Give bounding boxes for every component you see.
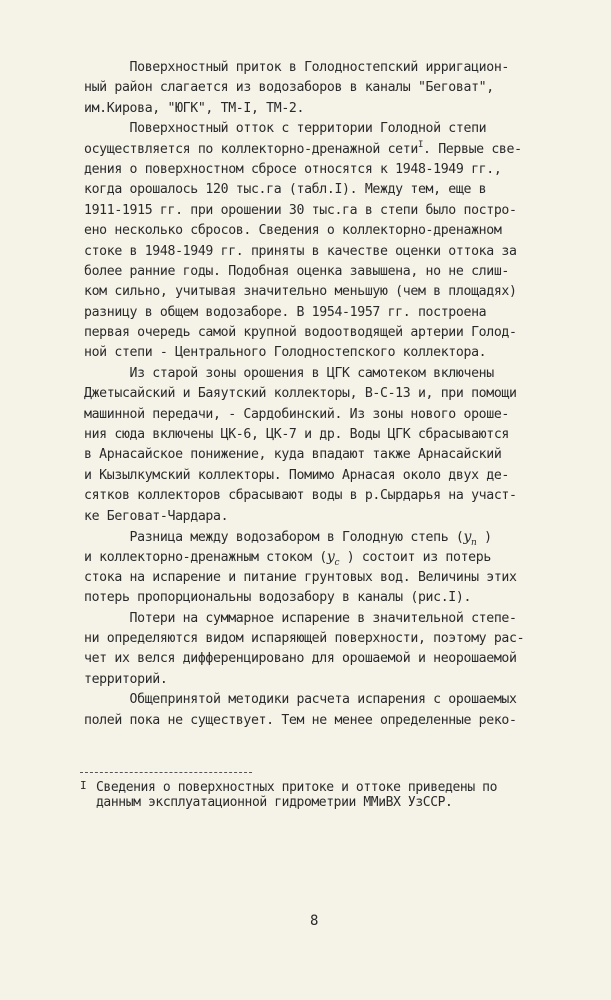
symbol-subscript: п	[471, 537, 477, 548]
text-line: Поверхностный отток с территории Голодной степи	[84, 121, 487, 137]
text-line: более ранние годы. Подобная оценка завышена, но не слиш-	[84, 263, 510, 279]
text-line: ком сильно, учитывая значительно меньшую (чем в площадях)	[84, 284, 517, 300]
text-fragment: ) состоит из потерь	[339, 550, 491, 566]
text-line: ке Беговат-Чардара.	[84, 508, 229, 524]
text-line: 1911-1915 гг. при орошении 30 тыс.га в степи было постро-	[84, 202, 517, 218]
text-line: стоке в 1948-1949 гг. приняты в качестве оценки оттока за	[84, 243, 517, 259]
text-line: полей пока не существует. Тем не менее определенные реко-	[84, 712, 517, 728]
footnote-mark: I	[80, 779, 87, 792]
text-line	[84, 547, 584, 567]
text-fragment: осуществляется по коллекторно-дренажной сети	[84, 141, 418, 157]
text-line: когда орошалось 120 тыс.га (табл.I). Между тем, еще в	[84, 182, 487, 198]
text-line: территорий.	[84, 671, 168, 687]
page-number: 8	[310, 913, 319, 929]
text-line: разницу в общем водозаборе. В 1954-1957 гг. построена	[84, 304, 487, 320]
text-line: Общепринятой методики расчета испарения с орошаемых	[84, 692, 517, 708]
symbol-y-p	[463, 528, 477, 548]
footnote-line: данным эксплуатационной гидрометрии ММиВХ УзССР.	[96, 795, 453, 810]
text-line: и Кызылкумский коллекторы. Помимо Арнасая около двух де-	[84, 467, 510, 483]
symbol-letter: y	[326, 549, 335, 566]
text-line: Потери на суммарное испарение в значительной степе-	[84, 610, 517, 626]
text-fragment: )	[476, 529, 492, 545]
text-line: потерь пропорциональны водозабору в каналы (рис.I).	[84, 590, 472, 606]
symbol-subscript: с	[334, 558, 340, 569]
footnote	[80, 780, 580, 810]
text-line: ный район слагается из водозаборов в каналы "Беговат",	[84, 80, 494, 96]
text-line	[84, 527, 584, 547]
text-fragment: . Первые све-	[423, 141, 522, 157]
text-fragment: и коллекторно-дренажным стоком (	[84, 550, 327, 566]
text-line: Из старой зоны орошения в ЦГК самотеком включены	[84, 365, 494, 381]
text-line: ено несколько сбросов. Сведения о коллекторно-дренажном	[84, 223, 502, 239]
text-line: стока на испарение и питание грунтовых вод. Величины этих	[84, 569, 517, 585]
text-line: ни определяются видом испаряющей поверхности, поэтому рас-	[84, 630, 525, 646]
text-line: ной степи - Центрального Голодностепского коллектора.	[84, 345, 487, 361]
text-fragment: Разница между водозабором в Голодную степь (	[84, 529, 464, 545]
symbol-y-c	[326, 549, 340, 569]
text-line: чет их велся дифференцировано для орошаемой и неорошаемой	[84, 651, 517, 667]
body-text	[84, 58, 584, 731]
text-line: сятков коллекторов сбрасывают воды в р.Сырдарья на участ-	[84, 488, 517, 504]
symbol-letter: y	[463, 528, 472, 545]
text-line	[84, 140, 584, 160]
footnote-divider	[80, 772, 252, 773]
text-line: Джетысайский и Баяутский коллекторы, В-С-13 и, при помощи	[84, 386, 517, 402]
text-line: Поверхностный приток в Голодностепский ирригацион-	[84, 60, 510, 75]
text-line: дения о поверхностном сбросе относятся к 1948-1949 гг.,	[84, 161, 502, 177]
text-line: им.Кирова, "ЮГК", ТМ-I, ТМ-2.	[84, 100, 305, 116]
text-line: ния сюда включены ЦК-6, ЦК-7 и др. Воды ЦГК сбрасываются	[84, 427, 510, 443]
text-line: в Арнасайское понижение, куда впадают также Арнасайский	[84, 447, 502, 463]
text-line: машинной передачи, - Сардобинский. Из зоны нового ороше-	[84, 406, 510, 422]
footnote-reference: I	[417, 139, 424, 150]
text-line: первая очередь самой крупной водоотводящей артерии Голод-	[84, 325, 517, 341]
footnote-line: Сведения о поверхностных притоке и оттоке приведены по	[96, 780, 498, 795]
